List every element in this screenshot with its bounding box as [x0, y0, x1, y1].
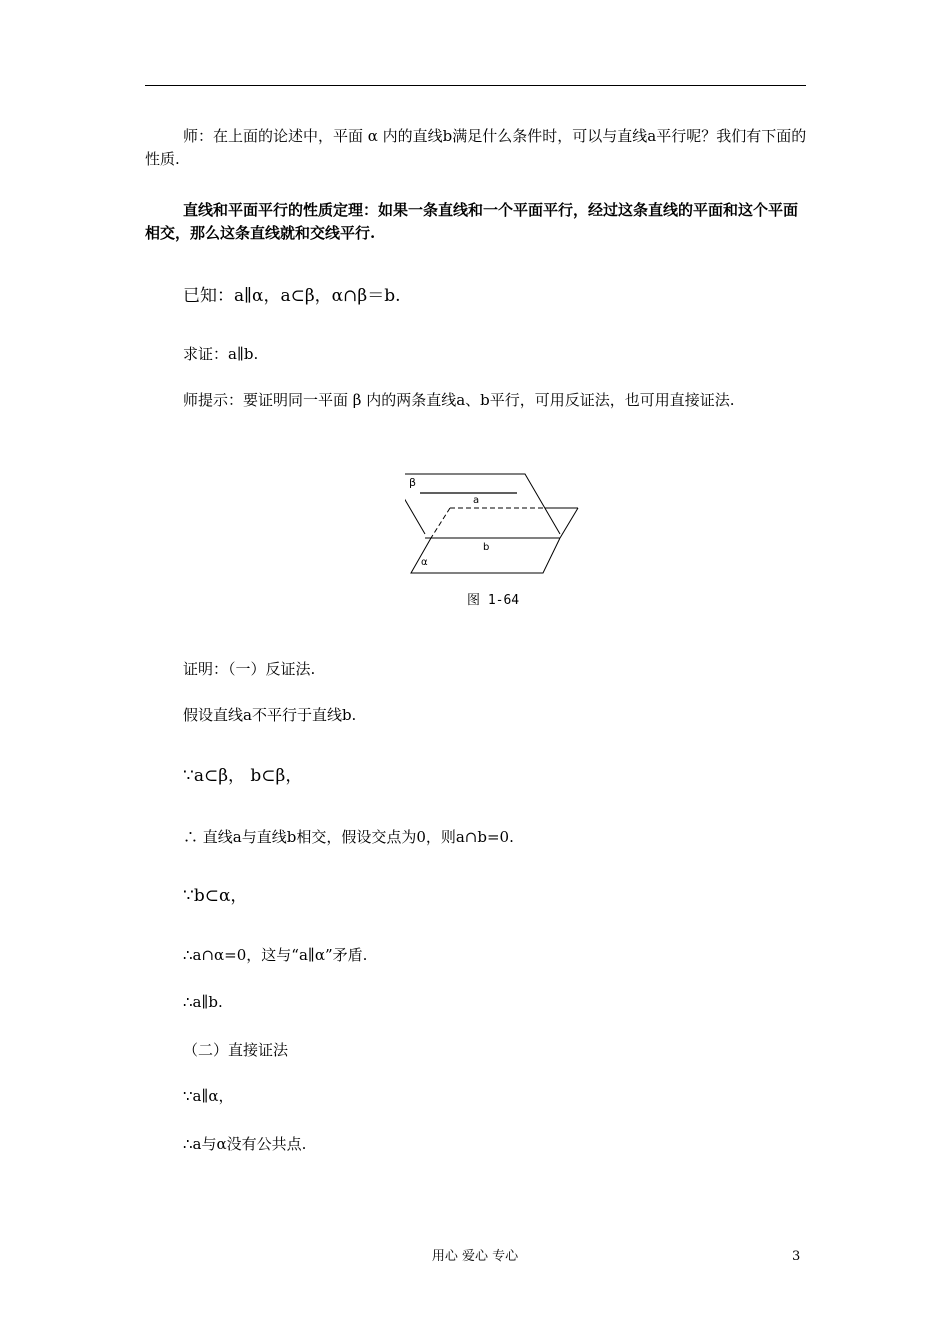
figure-caption: 图 1-64 — [467, 593, 520, 608]
because-line-1: ∵a⊂β， b⊂β， — [183, 766, 303, 786]
page-number: 3 — [792, 1249, 801, 1264]
therefore-line-3: ∴a∥b. — [183, 993, 223, 1011]
planes-diagram — [405, 468, 585, 578]
label-alpha: α — [421, 557, 428, 568]
therefore-line-1: ∴ 直线a与直线b相交，假设交点为0，则a∩b=0. — [183, 828, 514, 846]
because-line-2: ∵b⊂α， — [183, 886, 248, 906]
therefore-line-4: ∴a与α没有公共点. — [183, 1135, 307, 1153]
proof-title: 证明：（一）反证法. — [183, 660, 316, 678]
plane-alpha-hidden-left-edge — [431, 508, 450, 538]
therefore-line-2: ∴a∩α=0，这与“a∥α”矛盾. — [183, 946, 368, 964]
intro-paragraph: 师：在上面的论述中，平面 α 内的直线b满足什么条件时，可以与直线a平行呢？我们有下面的性质. — [145, 127, 807, 168]
label-beta: β — [409, 476, 417, 489]
footer-motto: 用心 爱心 专心 — [431, 1249, 519, 1264]
hint-line: 师提示：要证明同一平面 β 内的两条直线a、b平行，可用反证法，也可用直接证法. — [183, 391, 735, 409]
plane-alpha-right-edge — [560, 508, 578, 538]
plane-beta-outline — [405, 474, 560, 534]
header-rule — [145, 85, 806, 86]
direct-proof-title: （二）直接证法 — [183, 1041, 289, 1059]
label-b: b — [483, 542, 490, 553]
figure-1-64 — [405, 468, 585, 582]
assume-line: 假设直线a不平行于直线b. — [183, 706, 357, 724]
prove-line: 求证：a∥b. — [183, 345, 259, 363]
label-a: a — [473, 495, 480, 506]
theorem-paragraph: 直线和平面平行的性质定理：如果一条直线和一个平面平行，经过这条直线的平面和这个平面相交，那么这条直线就和交线平行. — [145, 201, 799, 242]
given-line: 已知：a∥α，a⊂β，α∩β＝b. — [183, 286, 401, 306]
because-line-3: ∵a∥α， — [183, 1087, 234, 1105]
